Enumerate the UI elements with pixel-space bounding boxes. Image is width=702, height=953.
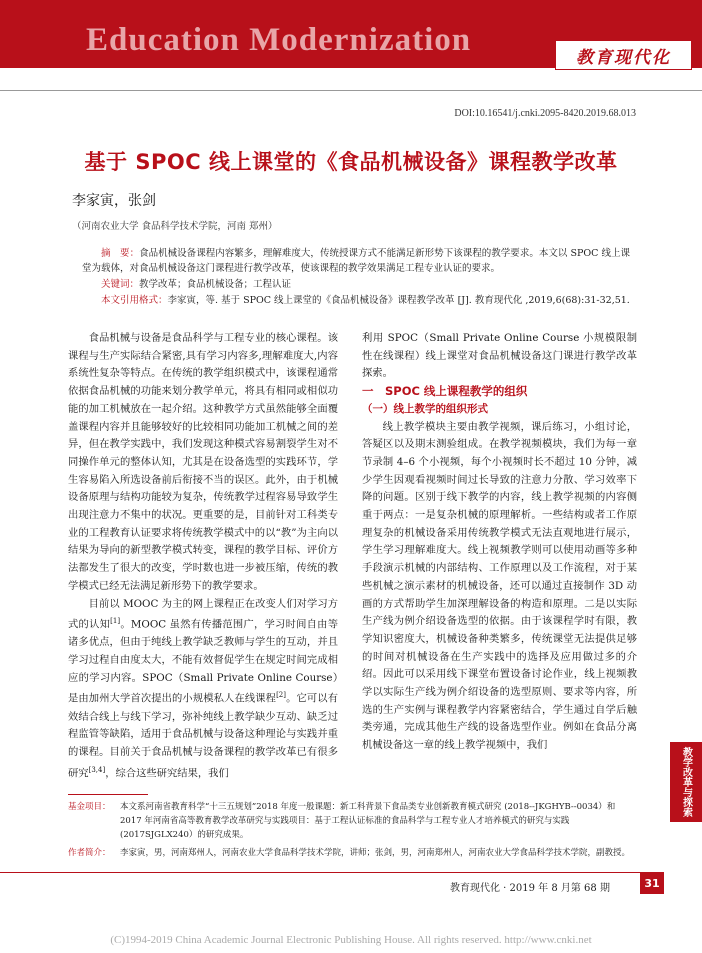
- citation: [82, 293, 630, 308]
- author-bio-text: 李家寅，男，河南郑州人，河南农业大学食品科学技术学院，讲师；张剑，男，河南郑州人，河南农业大学食品科学技术学院，副教授。: [120, 848, 631, 858]
- keywords: [82, 277, 630, 292]
- journal-logo: 教育现代化: [555, 40, 692, 70]
- keywords-text: 教学改革；食品机械设备；工程认证: [139, 279, 292, 290]
- body-paragraph: [68, 596, 338, 783]
- body-paragraph: 食品机械与设备是食品科学与工程专业的核心课程。该课程与生产实际结合紧密,具有学习内容多,理解难度大,内容系统性复杂等特点。在传统的教学组织模式中，该课程通常依据食品机械的功能来划分教学单元，将具有相同或相似功能的加工机械放在一起介绍。这种教学方式虽然能够全面覆盖课程内容并且能够较好的比较相同功能加工机械之间的差异，但在教学实践中，我们发现这种模式容易割裂学生对不同操作单元的整体认知，尤其是在设备选型的实践环节，学生容易陷入所选设备前后衔接不当的误区。此外，由于机械设备原理与结构功能较为复杂，传统教学过程容易导致学生出现注意力不集中的状况。更重要的是，目前针对工科类专业的工程教育认证要求将传统教学模式中的以“教”为主向以结果为导向的新型教学模式转变，课程的教学目标、评价方法都发生了很大的改变，学时数也进一步被压缩，传统的教学模式已经无法满足新形势下的教学要求。: [68, 332, 338, 592]
- body-paragraph: 利用 SPOC（Small Private Online Course 小规模限制性在线课程）线上课堂对食品机械设备这门课进行教学改革探索。: [362, 332, 637, 380]
- text-span: ，综合这些研究结果，我们: [105, 767, 229, 780]
- journal-issue: 教育现代化 · 2019 年 8 月第 68 期: [450, 883, 610, 894]
- keywords-label: 关键词：: [101, 279, 140, 290]
- journal-english-title: Education Modernization: [86, 22, 472, 58]
- left-column: [68, 330, 338, 783]
- body-paragraph: 线上教学模块主要由教学视频，课后练习，小组讨论，答疑区以及期末测验组成。在教学视频模块，我们为每一章节录制 4–6 个小视频，每个小视频时长不超过 10 分钟，减少学生因观看视频时间过长导致的注意力分散、学习效率下降的问题。区别于线下教学的内容，线上教学视频的内容侧重于两点：一是复杂机械的原理解析。一些结构或者工作原理复杂的机械设备采用传统教学模式无法直观地进行展示，学生学习理解难度大。线上视频教学则可以使用动画等多种手段演示机械的内部结构、工作原理以及工作流程，对于某些机械之演示素材的机械设备，还可以通过直接制作 3D 动画的方式帮助学生加深理解设备的构造和原理。二是以实际生产线为例介绍设备选型的依据。由于该课程学时有限，教学知识密度大，机械设备种类繁多，传统课堂无法提供足够的时间对机械设备在生产实践中的选择及应用做过多的介绍。因此可以采用线下课堂布置设备讨论作业，线上视频教学以实际生产线为例介绍设备的选型原则、要求等内容，所选的生产实例与课程教学内容紧密结合，学生通过自学后触类旁通，完成其他生产线的设备选型作业。例如在食品分离机械设备这一章的线上教学视频中，我们: [362, 420, 637, 752]
- citation-ref: [2]: [276, 691, 286, 700]
- footer-rule: [0, 872, 640, 873]
- abstract-text: 食品机械设备课程内容繁多，理解难度大，传统授课方式不能满足新形势下该课程的教学要求。本文以 SPOC 线上课堂为载体，对食品机械设备这门课程进行教学改革，使该课程的教学效果满足工程专业认证的要求。: [82, 248, 630, 274]
- abstract: [82, 246, 630, 276]
- citation-text: 李家寅，等. 基于 SPOC 线上课堂的《食品机械设备》课程教学改革 [J]. 教育现代化 ,2019,6(68):31-32,51.: [167, 295, 630, 306]
- citation-ref: [3,4]: [88, 765, 106, 774]
- abstract-label: 摘 要：: [101, 248, 140, 259]
- section-heading: 一 SPOC 线上课程教学的组织: [362, 384, 528, 399]
- footnote-rule: [68, 794, 148, 795]
- text-span: 。它可以有效结合线上与线下学习，弥补纯线上教学缺少互动、缺乏过程监管等缺陷，适用于食品机械与设备这种理论与实践并重的课程。目前关于食品机械与设备课程的教学改革已有很多研究: [68, 692, 338, 780]
- affiliation: （河南农业大学 食品科学技术学院，河南 郑州）: [72, 221, 278, 232]
- header-rule: [0, 90, 702, 91]
- citation-ref: [1]: [110, 617, 121, 626]
- citation-label: 本文引用格式：: [101, 295, 168, 306]
- subsection-heading: （一）线上教学的组织形式: [362, 402, 488, 415]
- fund-text: 本文系河南省教育科学“十三五规划”2018 年度一般课题：新工科背景下食品类专业创新教育模式研究 (2018--JKGHYB--0034）和 2017 年河南省高等教育教学改革研究与实践项目：基于工程认证标准的食品科学与工程专业人才培养模式的研究与实践 (2017SJGLX240）的研究成果。: [120, 802, 616, 840]
- section-side-tab: 教学改革与探索: [670, 742, 702, 822]
- article-title: 基于 SPOC 线上课堂的《食品机械设备》课程教学改革: [84, 150, 618, 174]
- doi: DOI:10.16541/j.cnki.2095-8420.2019.68.013: [454, 108, 636, 119]
- right-column: [362, 330, 637, 755]
- text-span: 。MOOC 虽然有传播范围广，学习时间自由等诸多优点，但由于纯线上教学缺乏教师与学生的互动，并且学习过程自由度太大，不能有效督促学生在规定时间完成相应的学习内容。SPOC（Small Private Online Course）是由加州大学首次提出的小规模私人在线课程: [68, 618, 339, 705]
- copyright-watermark: (C)1994-2019 China Academic Journal Electronic Publishing House. All rights reserved. http://www.cnki.net: [110, 934, 592, 946]
- fund-label: 基金项目：: [68, 802, 111, 812]
- text-span: 目前以 MOOC 为主的网上课程正在改变人们对学习方式的认知: [68, 597, 338, 631]
- page-number: 31: [640, 872, 664, 894]
- author-bio-label: 作者简介：: [68, 848, 111, 858]
- authors: 李家寅，张剑: [72, 193, 156, 209]
- footnote: [68, 800, 636, 860]
